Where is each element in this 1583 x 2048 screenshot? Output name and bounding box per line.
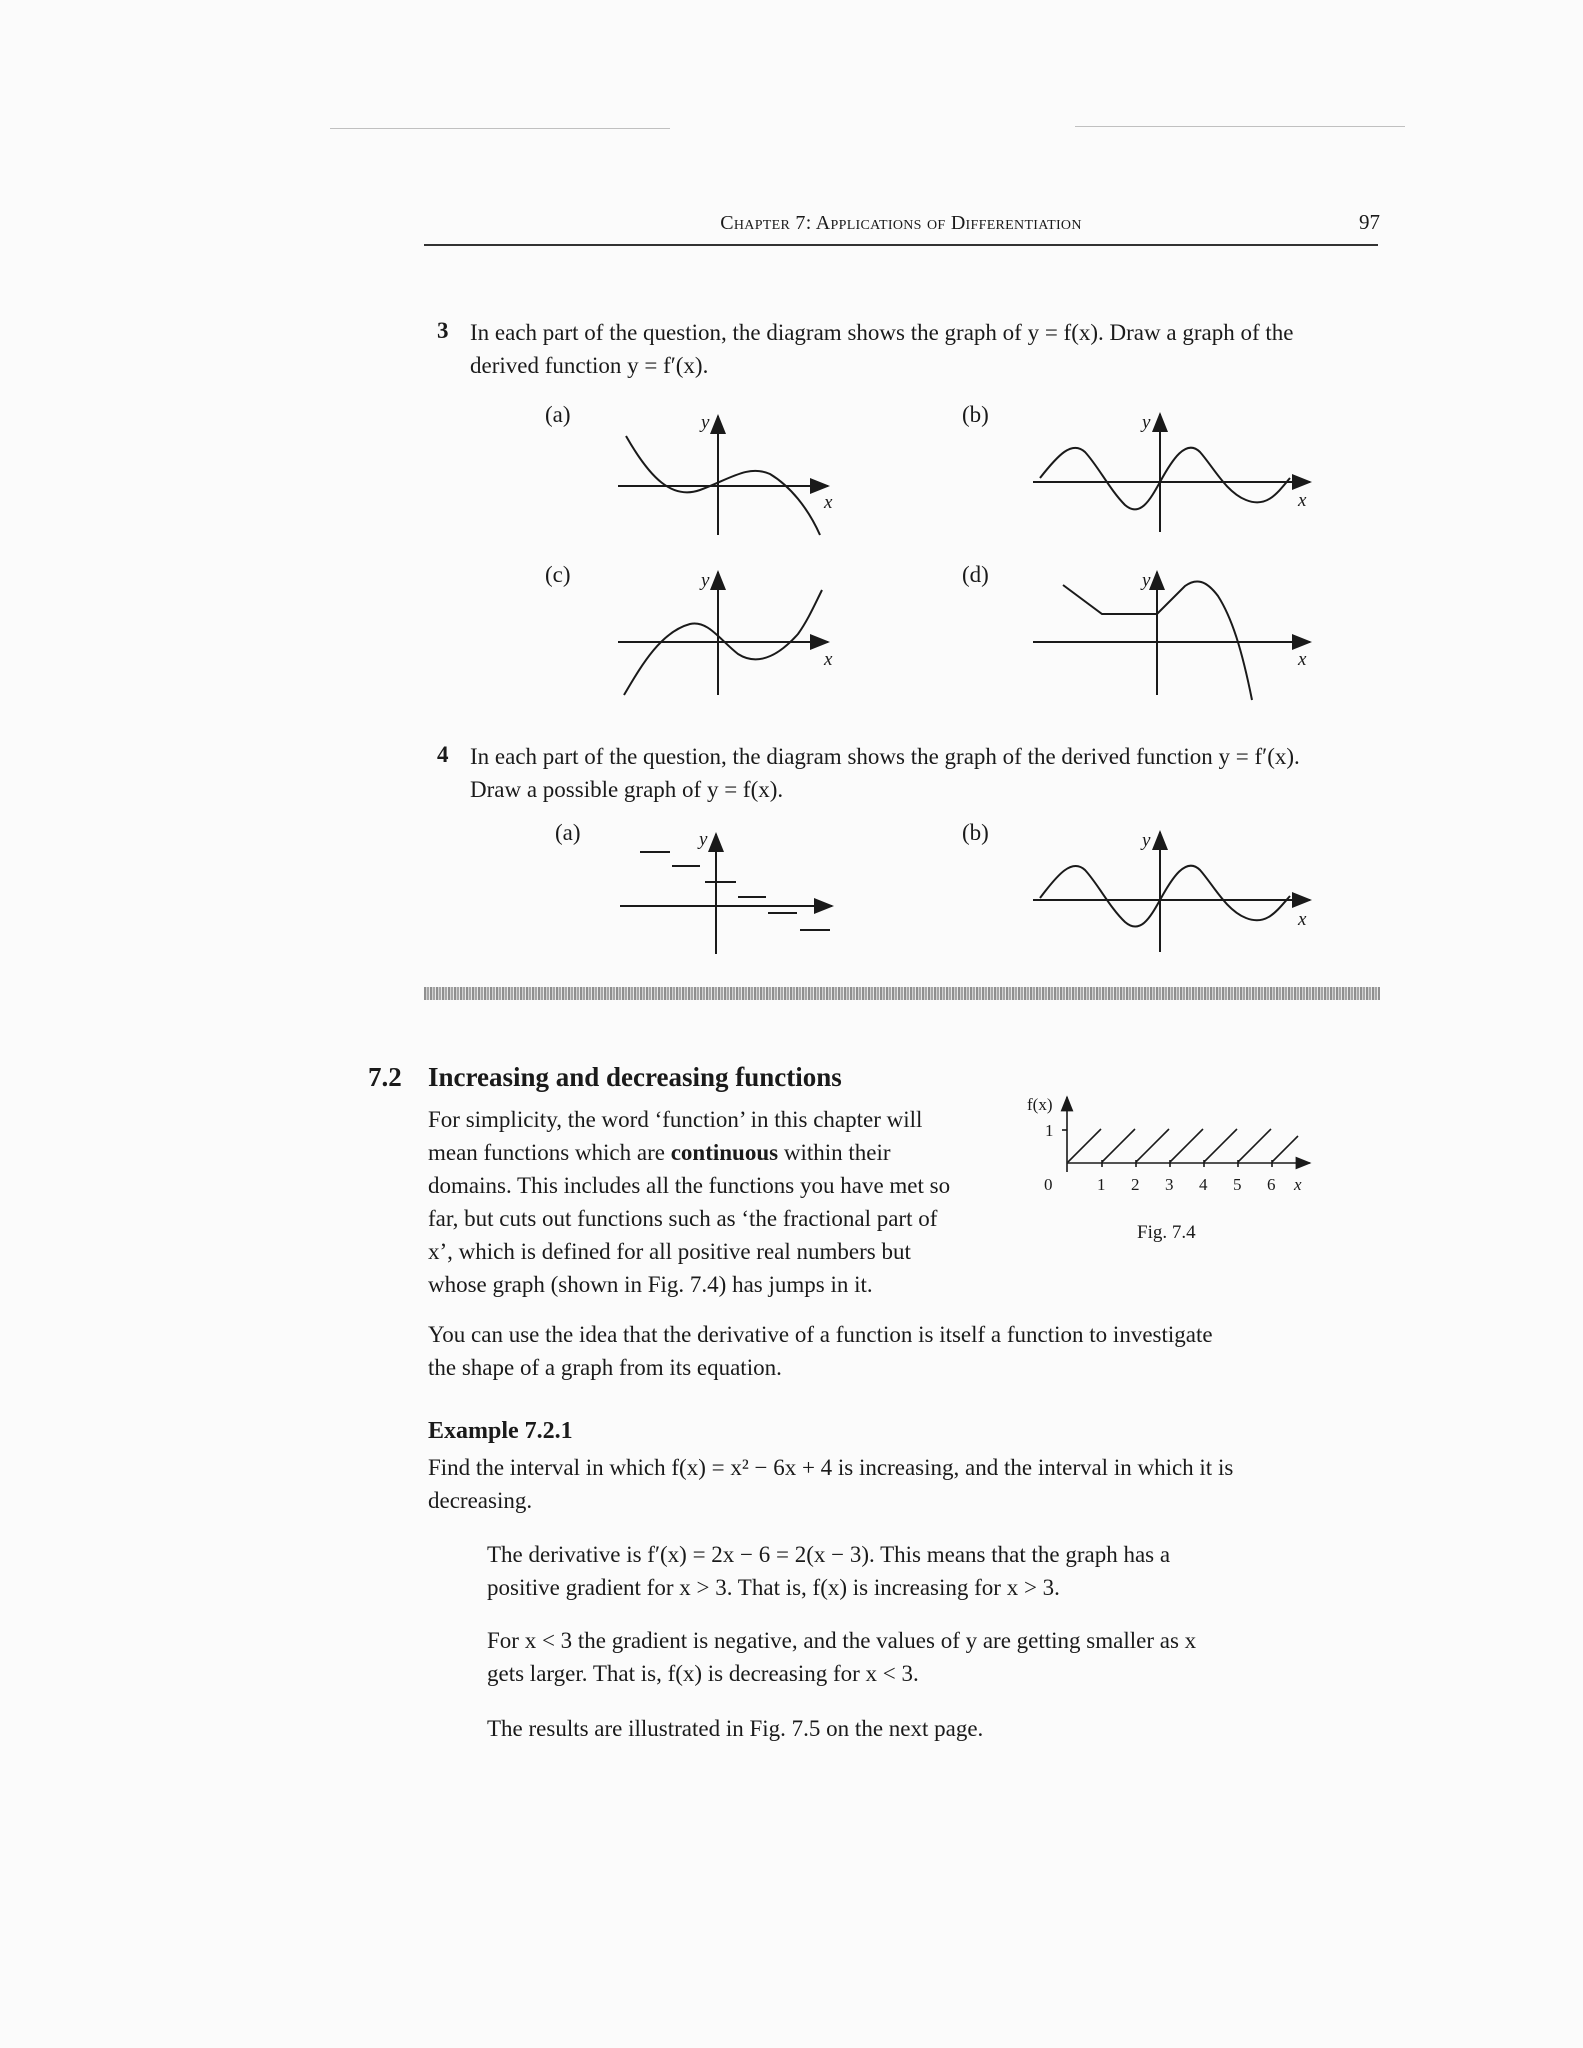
question-3-line-2: derived function y = f′(x). [470,353,709,378]
fig74-x-tick-label-5: 5 [1233,1175,1242,1194]
question-3-line-1: In each part of the question, the diagram shows the graph of y = f(x). Draw a graph of the [470,320,1294,345]
fig74-segment-4 [1170,1129,1203,1162]
q4b-graph [1033,832,1310,952]
solution-para-2 [487,1624,1337,1690]
page-number: 97 [1359,210,1380,234]
q3-part-a-label: (a) [545,402,571,427]
q3c-y-label: y [701,570,710,591]
intro-line-6: whose graph (shown in Fig. 7.4) has jumps in it. [428,1272,873,1297]
intro-line-5: x’, which is defined for all positive real numbers but [428,1239,911,1264]
fig74-x-tick-label-4: 4 [1199,1175,1208,1194]
example-line-1: Find the interval in which f(x) = x² − 6x + 4 is increasing, and the interval in which it is [428,1455,1234,1480]
q3b-x-label: x [1298,490,1307,511]
q3a-graph [618,416,828,535]
q3b-curve [1040,448,1290,510]
fig74-segment-7 [1272,1136,1298,1162]
fig74-segment-1 [1068,1129,1101,1162]
intro-bold-continuous: continuous [670,1140,779,1165]
question-3-number: 3 [437,318,449,343]
q4b-x-label: x [1298,909,1307,930]
section-number: 7.2 [368,1062,402,1092]
intro-line-1: For simplicity, the word ‘function’ in this chapter will [428,1107,923,1132]
solution-1-line-2: positive gradient for x > 3. That is, f(x) is increasing for x > 3. [487,1575,1060,1600]
example-question [428,1451,1328,1517]
question-4-line-1: In each part of the question, the diagram shows the graph of the derived function y = f′(x). [470,744,1300,769]
para2-line-2: the shape of a graph from its equation. [428,1355,782,1380]
fig74-x-tick-label-1: 1 [1097,1175,1106,1194]
q4-part-b-label: (b) [962,820,989,845]
fig74-origin-label: 0 [1044,1175,1053,1194]
q3d-y-label: y [1142,570,1151,591]
fig74-y-tick-label: 1 [1045,1121,1054,1140]
q3c-x-label: x [824,649,833,670]
q3-part-d-label: (d) [962,562,989,587]
fig74-graph [1062,1097,1310,1172]
solution-2-line-1: For x < 3 the gradient is negative, and the values of y are getting smaller as x [487,1628,1197,1653]
q4a-y-label: y [699,829,708,850]
fig74-x-tick-label-6: 6 [1267,1175,1276,1194]
q3d-graph [1033,572,1310,700]
q3d-x-label: x [1298,649,1307,670]
chapter-label: Chapter 7: Applications of Differentiation [720,212,1082,234]
intro-line-3: domains. This includes all the functions you have met so [428,1173,951,1198]
question-4-line-2: Draw a possible graph of y = f(x). [470,777,784,802]
q3c-graph [618,572,828,695]
q3-part-b-label: (b) [962,402,989,427]
fig74-segment-5 [1204,1129,1237,1162]
example-line-2: decreasing. [428,1488,533,1513]
section-title: Increasing and decreasing functions [428,1062,842,1092]
fig74-x-label: x [1294,1175,1302,1194]
q3a-y-label: y [701,412,710,433]
q3b-y-label: y [1142,412,1151,433]
fig74-x-tick-label-2: 2 [1131,1175,1140,1194]
intro-line-2 [428,1136,1018,1169]
fig74-segment-6 [1238,1129,1271,1162]
example-title: Example 7.2.1 [428,1418,573,1444]
fig74-segment-2 [1102,1129,1135,1162]
para2-line-1: You can use the idea that the derivative of a function is itself a function to investigate [428,1322,1213,1347]
fig74-x-tick-label-3: 3 [1165,1175,1174,1194]
question-4-number: 4 [437,742,449,767]
q4-part-a-label: (a) [555,820,581,845]
fig74-caption: Fig. 7.4 [1137,1222,1196,1243]
q4a-graph [620,834,832,954]
q3-part-c-label: (c) [545,562,571,587]
q3b-graph [1033,414,1310,532]
section-intro [428,1103,1018,1301]
fig74-segment-3 [1136,1129,1169,1162]
solution-para-1 [487,1538,1337,1604]
fig74-y-label: f(x) [1027,1095,1053,1114]
solution-2-line-2: gets larger. That is, f(x) is decreasing for x < 3. [487,1661,919,1686]
solution-para-3: The results are illustrated in Fig. 7.5 on the next page. [487,1716,984,1741]
q4b-y-label: y [1142,830,1151,851]
intro-line-2-a: mean functions which are [428,1140,665,1165]
intro-line-2-b: within their [783,1140,891,1165]
intro-line-4: far, but cuts out functions such as ‘the fractional part of [428,1206,938,1231]
question-4-text [470,740,1390,806]
end-of-exercise-rule [424,987,1380,1000]
section-para-2 [428,1318,1328,1384]
q4b-curve [1040,866,1290,927]
q3a-x-label: x [824,492,833,513]
solution-1-line-1: The derivative is f′(x) = 2x − 6 = 2(x − 3). This means that the graph has a [487,1542,1171,1567]
